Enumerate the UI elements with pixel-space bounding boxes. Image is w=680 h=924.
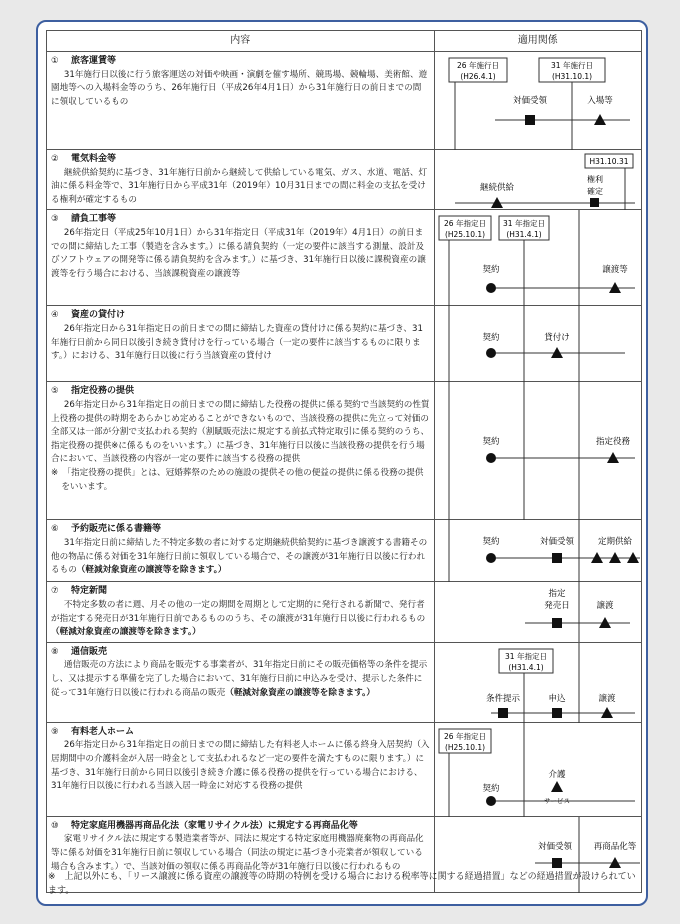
row-title: 有料老人ホーム (71, 726, 135, 737)
table-row (47, 210, 642, 306)
box-label-1: 31 年指定日 (504, 651, 547, 661)
box-sub-1: (H26.4.1) (459, 72, 496, 81)
event-label: 契約 (482, 783, 500, 794)
row-content (47, 150, 435, 210)
box-label-1: 26 年指定日 (443, 219, 486, 229)
row-diagram (434, 52, 641, 150)
box-sub-1: (H31.4.1) (507, 662, 544, 672)
row-number: ① (51, 56, 59, 66)
table-row (47, 520, 642, 582)
row-text: 26年指定日から31年指定日の前日までの間に締結した資産の貸付けに係る契約に基づき、31年施行日前から同日以後引き続き貸付けを行っている場合（一定の要件に該当するものに限ります。）における、31年施行日以後に行う当該資産の貸付け (51, 323, 423, 362)
row-title: 特定家庭用機器再商品化法（家電リサイクル法）に規定する再商品化等 (71, 820, 358, 831)
row-number: ⑨ (51, 726, 59, 737)
circle-marker (486, 453, 496, 463)
row-content (47, 382, 435, 520)
table-row (47, 150, 642, 210)
triangle-marker (551, 781, 563, 792)
row-title: 特定新聞 (71, 586, 108, 597)
event-label: 対価受領 (512, 96, 547, 106)
row-text: 継続供給契約に基づき、31年施行日前から継続して供給している電気、ガス、水道、電話、灯油に係る料金等で、31年施行日から平成31年（2019年）10月31日までの間に料金の支払を受ける権利が確定するもの (51, 167, 428, 205)
timeline-diagram-2 (435, 150, 645, 210)
box-sub-1: (H25.10.1) (444, 230, 485, 240)
row-title: 指定役務の提供 (71, 386, 135, 397)
row-title: 資産の貸付け (71, 310, 126, 321)
timeline-diagram-9 (435, 723, 645, 817)
event-label: 申込 (548, 693, 566, 704)
event-label: 確定 (586, 187, 603, 196)
measures-table (46, 30, 642, 893)
row-diagram (434, 306, 641, 382)
table-row (47, 382, 642, 520)
row-number: ⑩ (51, 820, 59, 831)
box-label-1: H31.10.31 (589, 157, 629, 166)
event-label: 入場等 (586, 96, 613, 106)
row-diagram (434, 150, 641, 210)
row-text: 26年指定日（平成25年10月1日）から31年指定日（平成31年（2019年）4月1日）の前日までの間に締結した工事（製造を含みます。）に係る請負契約（一定の要件に該当する測量、設計及びソフトウェアの開発等に係る請負契約を含みます。）に基づき、31年施行日以後に課税資産の譲渡等を行う場合における、当該課税資産の譲渡等 (51, 227, 426, 279)
row-note: ※ 「指定役務の提供」とは、冠婚葬祭のための施設の提供その他の便益の提供に係る役務の提供をいいます。 (51, 467, 424, 492)
event-label: 対価受領 (539, 537, 574, 548)
square-marker (552, 858, 562, 868)
event-label: 譲渡等 (601, 265, 628, 276)
event-label: 条件提示 (485, 693, 520, 704)
document-frame (36, 20, 648, 906)
event-label: 譲渡 (596, 601, 614, 612)
row-number: ② (51, 154, 59, 164)
event-label: 契約 (482, 437, 500, 448)
row-title: 請負工事等 (71, 214, 117, 225)
table-row (47, 722, 642, 816)
event-label: 介護 (548, 769, 566, 780)
table-row (47, 642, 642, 722)
row-title: 予約販売に係る書籍等 (71, 524, 162, 535)
row-content (47, 210, 435, 306)
header-content: 内容 (47, 31, 435, 52)
circle-marker (486, 348, 496, 358)
circle-marker (486, 553, 496, 563)
event-label: 貸付け (543, 333, 570, 344)
timeline-diagram-1 (435, 52, 645, 150)
row-number: ⑦ (51, 586, 59, 597)
table-row (47, 306, 642, 382)
row-text: 26年指定日から31年指定日の前日までの間に締結した有料老人ホームに係る終身入居契約（入居期間中の介護料金が入居一時金として支払われるなど一定の要件を満たすものに限ります。）に基づき、31年施行日前から同日以後引き続き介護に係る役務の提供を行っている場合における、31年施行日以後に行われる当該入居一時金に対応する役務の提供 (51, 740, 430, 792)
table-row (47, 582, 642, 642)
row-number: ⑥ (51, 524, 59, 535)
row-content (47, 52, 435, 150)
row-number: ⑧ (51, 646, 59, 657)
table-header-row (47, 31, 642, 52)
row-text: 26年指定日から31年指定日の前日までの間に締結した役務の提供に係る契約で当該契約の性質上役務の提供の時期をあらかじめ定めることができないもので、当該役務の提供に先立って対価の全部又は一部が分割で支払われる契約（割賦販売法に規定する前払式特定取引に係る契約のうち、指定役務の提供※に係るものをいいます。）に基づき、31年施行日以後に当該役務の提供を行う場合において、当該役務の内容が一定の要件に該当する役務の提供 (51, 399, 430, 465)
event-label: 定期供給 (597, 537, 632, 548)
row-tail: （軽減対象資産の譲渡等を除きます。） (51, 627, 201, 638)
timeline-diagram-8 (435, 643, 645, 723)
row-diagram (434, 520, 641, 582)
event-label: 再商品化等 (593, 841, 636, 852)
box-sub-2: (H31.4.1) (505, 230, 542, 240)
box-sub-2: (H31.10.1) (551, 72, 592, 81)
circle-marker (486, 796, 496, 806)
row-content (47, 722, 435, 816)
row-text: 31年施行日以後に行う旅客運送の対価や映画・演劇を催す場所、競馬場、競輪場、美術館、遊園地等への入場料金等のうち、26年施行日（平成26年4月1日）から31年施行日の前日までの間に領収しているもの (51, 69, 428, 107)
box-label-1: 26 年指定日 (443, 731, 486, 741)
square-marker (552, 618, 562, 628)
circle-marker (486, 283, 496, 293)
event-label: 継続供給 (479, 183, 514, 193)
event-label: 譲渡 (598, 693, 616, 704)
square-marker (525, 115, 535, 125)
timeline-diagram-5 (435, 382, 645, 520)
event-label: 指定役務 (595, 437, 630, 448)
row-content (47, 306, 435, 382)
row-number: ⑤ (51, 386, 59, 397)
table-row (47, 52, 642, 150)
row-text: 家電リサイクル法に規定する製造業者等が、同法に規定する特定家庭用機器廃棄物の再商品化等に係る対価を31年施行日前に領収している場合（同法の規定に基づき小売業者が領収している場合も含みます。）で、当該対価の領収に係る再商品化等が31年施行日以後に行われるもの (51, 834, 424, 872)
timeline-diagram-4 (435, 306, 645, 382)
row-tail: （軽減対象資産の譲渡等を除きます。） (76, 565, 227, 576)
row-number: ③ (51, 214, 59, 225)
event-label: サービス (543, 796, 570, 805)
box-sub-1: (H25.10.1) (444, 742, 485, 752)
square-marker (590, 198, 599, 207)
row-text: 不特定多数の者に週、月その他の一定の期間を周期として定期的に発行される新聞で、発行者が指定する発売日が31年施行日前であるもののうち、その譲渡が31年施行日以後に行われるもの (51, 599, 426, 624)
row-diagram (434, 642, 641, 722)
header-applicability: 適用関係 (434, 31, 641, 52)
box-label-1: 26 年施行日 (456, 61, 499, 70)
timeline-diagram-7 (435, 582, 645, 642)
row-content (47, 642, 435, 722)
event-label: 契約 (482, 265, 500, 276)
row-tail: （軽減対象資産の譲渡等を除きます。） (225, 687, 375, 698)
row-text: 31年指定日前に締結した不特定多数の者に対する定期継続供給契約に基づき譲渡する書籍その他の物品に係る対価を31年施行日前に領収している場合で、その譲渡が31年施行日以後に行われるもの (51, 537, 428, 576)
row-title: 旅客運賃等 (71, 56, 117, 66)
timeline-diagram-3 (435, 210, 645, 306)
row-title: 通信販売 (71, 646, 108, 657)
box-label-2: 31 年施行日 (550, 61, 593, 70)
row-number: ④ (51, 310, 59, 321)
row-diagram (434, 210, 641, 306)
event-label: 発売日 (543, 601, 570, 612)
square-marker (552, 553, 562, 563)
row-diagram (434, 382, 641, 520)
event-label: 契約 (482, 333, 500, 344)
event-label: 権利 (586, 175, 603, 184)
row-diagram (434, 722, 641, 816)
event-label: 対価受領 (537, 841, 572, 852)
square-marker (498, 708, 508, 718)
row-diagram (434, 582, 641, 642)
event-label: 契約 (482, 537, 500, 548)
event-label: 指定 (548, 589, 566, 600)
timeline-diagram-6 (435, 520, 645, 582)
footnote: ※ 上記以外にも、「リース譲渡に係る資産の譲渡等の時期の特例を受ける場合における税率等に関する経過措置」などの経過措置が設けられています。 (48, 872, 636, 896)
box-label-2: 31 年指定日 (502, 219, 545, 229)
row-content (47, 582, 435, 642)
row-title: 電気料金等 (71, 154, 117, 164)
square-marker (552, 708, 562, 718)
row-text: 通信販売の方法により商品を販売する事業者が、31年指定日前にその販売価格等の条件を提示し、又は提示する準備を完了した場合において、31年施行日前に申込みを受け、提示した条件に従って31年施行日以後に行われる商品の販売 (51, 660, 428, 698)
row-content (47, 520, 435, 582)
